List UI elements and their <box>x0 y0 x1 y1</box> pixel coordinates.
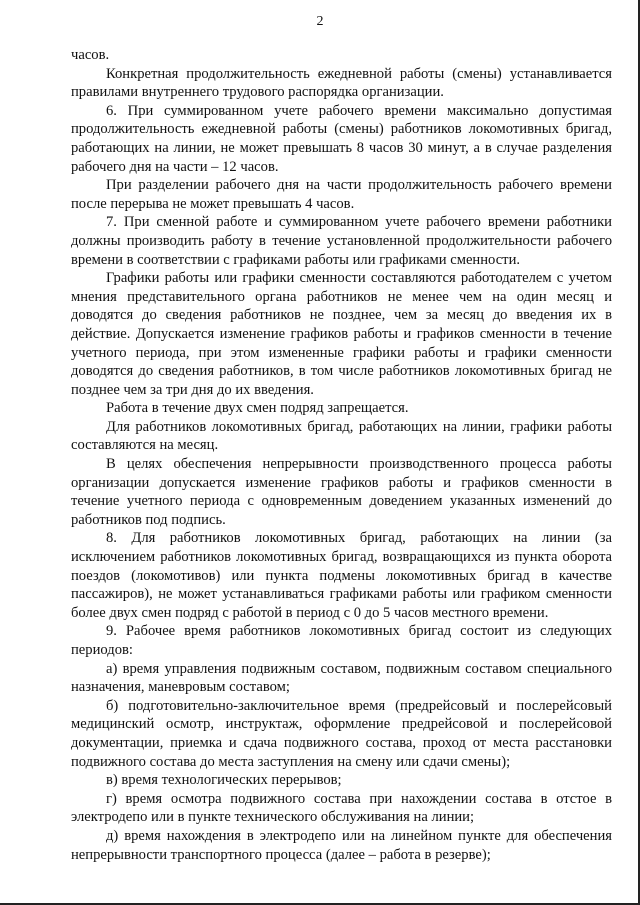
paragraph: б) подготовительно-заключительное время (предрейсовый и послерейсовый медицинский осмотр, инструктаж, оформление предрейсовой и послерейсовой документации, приемка и сдача подвижного состава, проход от места расстановки подвижного состава до места заступления на смену или сдачи смены); <box>71 697 612 770</box>
paragraph: д) время нахождения в электродепо или на линейном пункте для обеспечения непрерывности транспортного процесса (далее – работа в резерве); <box>71 827 612 863</box>
paragraph: часов. <box>71 47 110 63</box>
document-body <box>71 46 612 864</box>
paragraph: г) время осмотра подвижного состава при нахождении состава в отстое в электродепо или в пункте технического обслуживания на линии; <box>71 790 612 826</box>
paragraph: а) время управления подвижным составом, подвижным составом специального назначения, маневровым составом; <box>71 660 612 696</box>
paragraph: 6. При суммированном учете рабочего времени максимально допустимая продолжительность ежедневной работы (смены) работников локомотивных бригад, работающих на линии, не может превышать 8 часов 30 минут, а в случае разделения рабочего дня на части – 12 часов. <box>71 102 612 175</box>
paragraph: 7. При сменной работе и суммированном учете рабочего времени работники должны производить работу в течение установленной продолжительности рабочего времени в соответствии с графиками работы или графиками сменности. <box>71 214 612 268</box>
paragraph: Работа в течение двух смен подряд запрещается. <box>106 400 409 417</box>
paragraph: Конкретная продолжительность ежедневной работы (смены) устанавливается правилами внутреннего трудового распорядка организации. <box>71 65 612 101</box>
paragraph: При разделении рабочего дня на части продолжительность рабочего времени после перерыва не может превышать 4 часов. <box>71 177 612 212</box>
paragraph: 8. Для работников локомотивных бригад, работающих на линии (за исключением работников локомотивных бригад, возвращающихся из пункта оборота поездов (локомотивов) или пункта подмены локомотивных бригад в качестве пассажиров), не может устанавливаться графиками работы или графиком сменности более двух смен подряд с работой в период с 0 до 5 часов местного времени. <box>71 530 612 621</box>
paragraph: Графики работы или графики сменности составляются работодателем с учетом мнения представительного органа работников не менее чем на один месяц и доводятся до сведения работников не позднее, чем за месяц до введения их в действие. Допускается изменение графиков работы и графиков сменности в течение учетного периода, при этом измененные графики работы и графики сменности доводятся до сведения работников, в том числе работников локомотивных бригад не позднее чем за три дня до их введения. <box>71 270 612 398</box>
paragraph: В целях обеспечения непрерывности производственного процесса работы организации допускается изменение графиков работы и графиков сменности в течение учетного периода с одновременным доведением указанных изменений до работников под подпись. <box>71 456 612 528</box>
paragraph: Для работников локомотивных бригад, работающих на линии, графики работы составляются на месяц. <box>71 418 612 454</box>
page-number: 2 <box>316 14 324 29</box>
paragraph: в) время технологических перерывов; <box>106 772 342 789</box>
paragraph: 9. Рабочее время работников локомотивных бригад состоит из следующих периодов: <box>71 623 612 658</box>
